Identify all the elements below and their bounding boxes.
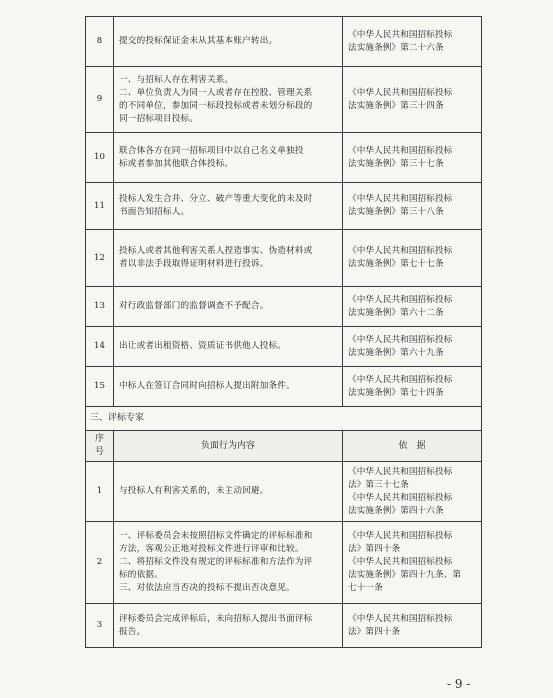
row-content xyxy=(114,17,343,67)
basis-line: 《中华人民共和国招标投标 xyxy=(348,334,453,345)
row-number: 2 xyxy=(86,522,114,604)
basis-line: 《中华人民共和国招标投标 xyxy=(348,145,453,156)
content-line: 与投标人有利害关系的，未主动回避。 xyxy=(119,486,269,496)
table-row xyxy=(86,183,482,230)
content-line: 出让或者出租资格、资质证书供他人投标。 xyxy=(119,341,287,351)
basis-line: 《中华人民共和国招标投标 xyxy=(348,294,453,305)
row-basis xyxy=(343,287,482,327)
basis-line: 法实施条例》第六十九条 xyxy=(348,347,444,358)
page-number: - 9 - xyxy=(447,677,471,691)
basis-line: 《中华人民共和国招标投标 xyxy=(348,531,453,541)
content-line: 二、将招标文件没有规定的评标标准和方法作为评 xyxy=(119,557,313,567)
basis-line: 法实施条例》第七十七条 xyxy=(348,259,444,269)
table-row xyxy=(86,287,482,327)
header-number: 序号 xyxy=(86,431,114,462)
row-number: 8 xyxy=(86,17,114,67)
basis-line: 《中华人民共和国招标投标 xyxy=(348,557,453,567)
table-row xyxy=(86,367,482,407)
content-line: 对行政监督部门的监督调查不予配合。 xyxy=(119,301,269,311)
table-row xyxy=(86,462,482,522)
header-basis: 依 据 xyxy=(343,431,482,462)
content-line: 报告。 xyxy=(119,626,146,637)
content-line: 投标人或者其他利害关系人捏造事实、伪造材料或 xyxy=(119,246,313,256)
basis-line: 法实施条例》第六十二条 xyxy=(348,307,444,318)
row-number: 11 xyxy=(86,183,114,230)
content-line: 同一招标项目投标。 xyxy=(119,113,199,124)
row-content xyxy=(114,287,343,327)
table-row xyxy=(86,604,482,648)
basis-line: 七十一条 xyxy=(348,583,383,593)
content-line: 书面告知招标人。 xyxy=(119,207,190,217)
basis-line: 法实施条例》第四十六条 xyxy=(348,505,444,516)
content-line: 中标人在签订合同时向招标人提出附加条件。 xyxy=(119,381,295,391)
row-basis xyxy=(343,17,482,67)
basis-line: 《中华人民共和国招标投标 xyxy=(348,374,453,385)
row-content xyxy=(114,604,343,648)
row-number: 9 xyxy=(86,67,114,133)
content-line: 的不同单位，参加同一标段投标或者未划分标段的 xyxy=(119,100,313,111)
row-content xyxy=(114,67,343,133)
content-line: 联合体各方在同一招标项目中以自己名义单独投 xyxy=(119,145,304,156)
row-basis xyxy=(343,462,482,522)
table-body-top xyxy=(86,17,482,407)
content-line: 一、与招标人存在利害关系。 xyxy=(119,74,234,85)
basis-line: 法实施条例》第三十八条 xyxy=(348,207,444,217)
basis-line: 《中华人民共和国招标投标 xyxy=(348,466,453,477)
row-basis xyxy=(343,604,482,648)
content-line: 三、对依法应当否决的投标不提出否决意见。 xyxy=(119,583,295,593)
table-row xyxy=(86,67,482,133)
section-title: 三、评标专家 xyxy=(86,407,482,431)
basis-line: 《中华人民共和国招标投标 xyxy=(348,194,453,204)
basis-line: 法》第四十条 xyxy=(348,626,401,637)
row-number: 15 xyxy=(86,367,114,407)
row-content xyxy=(114,367,343,407)
basis-line: 《中华人民共和国招标投标 xyxy=(348,246,453,256)
row-number: 1 xyxy=(86,462,114,522)
row-content xyxy=(114,327,343,367)
table-row xyxy=(86,522,482,604)
row-number: 10 xyxy=(86,133,114,183)
table-row xyxy=(86,133,482,183)
row-number: 12 xyxy=(86,230,114,287)
basis-line: 法实施条例》第三十七条 xyxy=(348,158,444,169)
content-line: 者以非法手段取得证明材料进行投诉。 xyxy=(119,259,269,269)
row-basis xyxy=(343,183,482,230)
section-row xyxy=(86,407,482,431)
row-content xyxy=(114,462,343,522)
basis-line: 《中华人民共和国招标投标 xyxy=(348,492,453,503)
row-number: 14 xyxy=(86,327,114,367)
row-basis xyxy=(343,67,482,133)
row-content xyxy=(114,230,343,287)
basis-line: 法实施条例》第四十九条、第 xyxy=(348,570,462,580)
row-basis xyxy=(343,133,482,183)
content-line: 投标人发生合并、分立、破产等重大变化的未及时 xyxy=(119,194,313,204)
content-line: 评标委员会完成评标后，未向招标人提出书面评标 xyxy=(119,613,313,624)
basis-line: 法实施条例》第七十四条 xyxy=(348,387,444,398)
row-basis xyxy=(343,230,482,287)
header-content: 负面行为内容 xyxy=(114,431,343,462)
row-content xyxy=(114,183,343,230)
header-row xyxy=(86,431,482,462)
table-body-section xyxy=(86,407,482,462)
basis-line: 法》第四十条 xyxy=(348,544,401,554)
content-line: 二、单位负责人为同一人或者存在控股、管理关系 xyxy=(119,87,313,98)
row-content xyxy=(114,133,343,183)
row-basis xyxy=(343,522,482,604)
table-row xyxy=(86,230,482,287)
content-line: 标或者参加其他联合体投标。 xyxy=(119,158,234,169)
content-line: 标的依据。 xyxy=(119,570,163,580)
table-row xyxy=(86,327,482,367)
negative-behavior-table xyxy=(85,16,482,648)
basis-line: 法实施条例》第三十四条 xyxy=(348,100,444,111)
row-basis xyxy=(343,367,482,407)
basis-line: 《中华人民共和国招标投标 xyxy=(348,87,453,98)
content-line: 一、评标委员会未按照招标文件确定的评标标准和 xyxy=(119,531,313,541)
content-line: 方法，客观公正地对投标文件进行评审和比较。 xyxy=(119,544,304,554)
row-basis xyxy=(343,327,482,367)
row-number: 3 xyxy=(86,604,114,648)
basis-line: 《中华人民共和国招标投标 xyxy=(348,29,453,40)
basis-line: 《中华人民共和国招标投标 xyxy=(348,613,453,624)
basis-line: 法实施条例》第二十六条 xyxy=(348,42,444,53)
table-row xyxy=(86,17,482,67)
basis-line: 法》第三十七条 xyxy=(348,479,409,490)
table-body-bottom xyxy=(86,462,482,648)
content-line: 提交的投标保证金未从其基本账户转出。 xyxy=(119,36,278,46)
row-content xyxy=(114,522,343,604)
row-number: 13 xyxy=(86,287,114,327)
